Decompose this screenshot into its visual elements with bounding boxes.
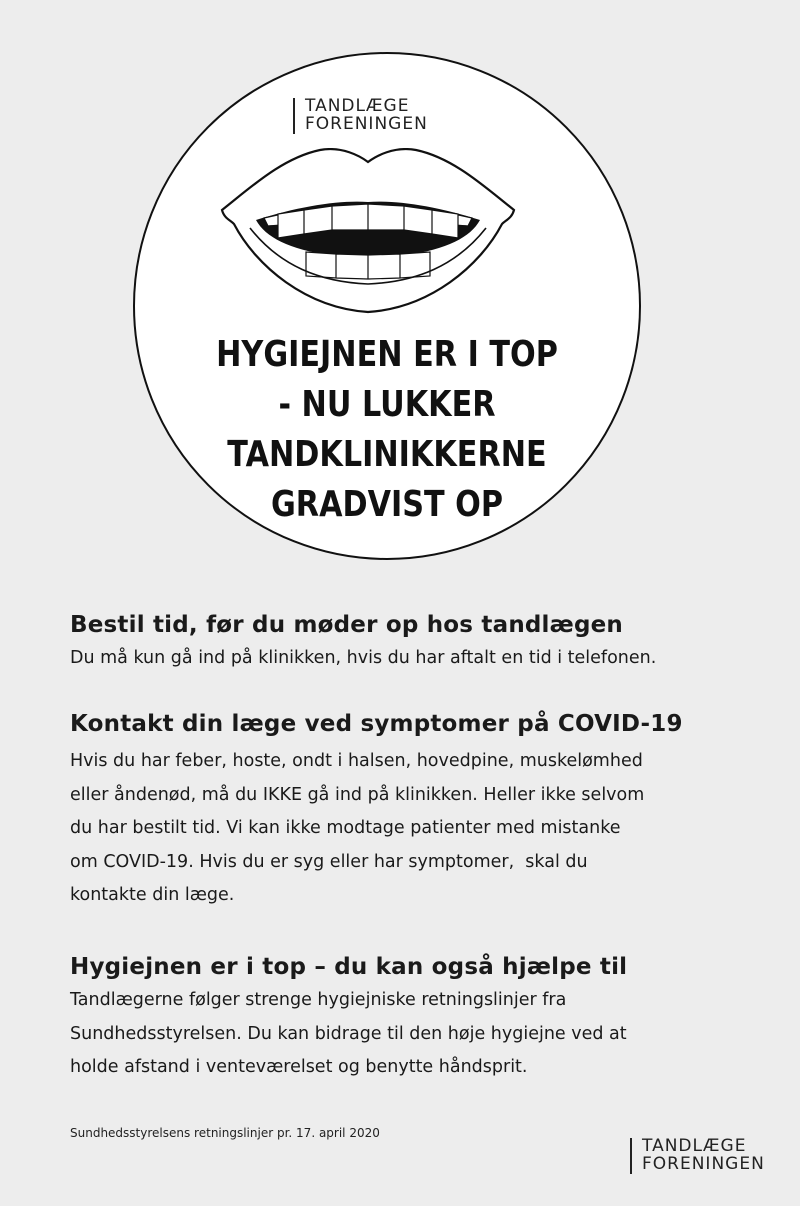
section-heading: Bestil tid, før du møder op hos tandlægen [70,612,623,638]
section-heading: Hygiejnen er i top – du kan også hjælpe til [70,954,628,980]
brand-logo-top [293,98,428,134]
body-line: Hvis du har feber, hoste, ondt i halsen, hovedpine, muskelømhed [70,751,643,771]
section-covid-symptoms [70,711,750,913]
section-body [70,984,750,1085]
section-body [70,745,750,913]
section-heading: Kontakt din læge ved symptomer på COVID-19 [70,711,683,737]
body-line: Sundhedsstyrelsen. Du kan bidrage til den høje hygiejne ved at [70,1023,627,1044]
logo-line-1: TANDLÆGE [305,96,410,116]
body-line: holde afstand i venteværelset og benytte håndsprit. [70,1057,528,1077]
logo-text [305,98,428,134]
body-line: om COVID-19. Hvis du er syg eller har symptomer, skal du [70,851,588,872]
headline-line-1: HYGIEJNEN ER I TOP [216,334,558,375]
logo-line-1: TANDLÆGE [642,1136,747,1156]
headline [174,330,601,530]
headline-line-2: - NU LUKKER [278,384,496,425]
body-line: Du må kun gå ind på klinikken, hvis du har aftalt en tid i telefonen. [70,648,657,668]
headline-line-4: GRADVIST OP [270,484,504,525]
body-line: du har bestilt tid. Vi kan ikke modtage patienter med mistanke [70,818,621,838]
footnote: Sundhedsstyrelsens retningslinjer pr. 17. april 2020 [70,1126,380,1140]
section-body [70,642,750,676]
body-line: eller åndenød, må du IKKE gå ind på klinikken. Heller ikke selvom [70,784,645,805]
logo-text [642,1138,765,1174]
logo-bar [630,1138,632,1174]
logo-bar [293,98,295,134]
section-hygiene [70,954,750,1085]
section-book-appointment [70,612,750,676]
headline-line-3: TANDKLINIKKERNE [227,434,547,475]
body-line: Tandlægerne følger strenge hygiejniske retningslinjer fra [70,990,567,1010]
logo-line-2: FORENINGEN [305,113,428,134]
body-line: kontakte din læge. [70,885,235,905]
brand-logo-bottom [630,1138,765,1174]
smiling-mouth-icon [220,148,516,314]
logo-line-2: FORENINGEN [642,1153,765,1174]
